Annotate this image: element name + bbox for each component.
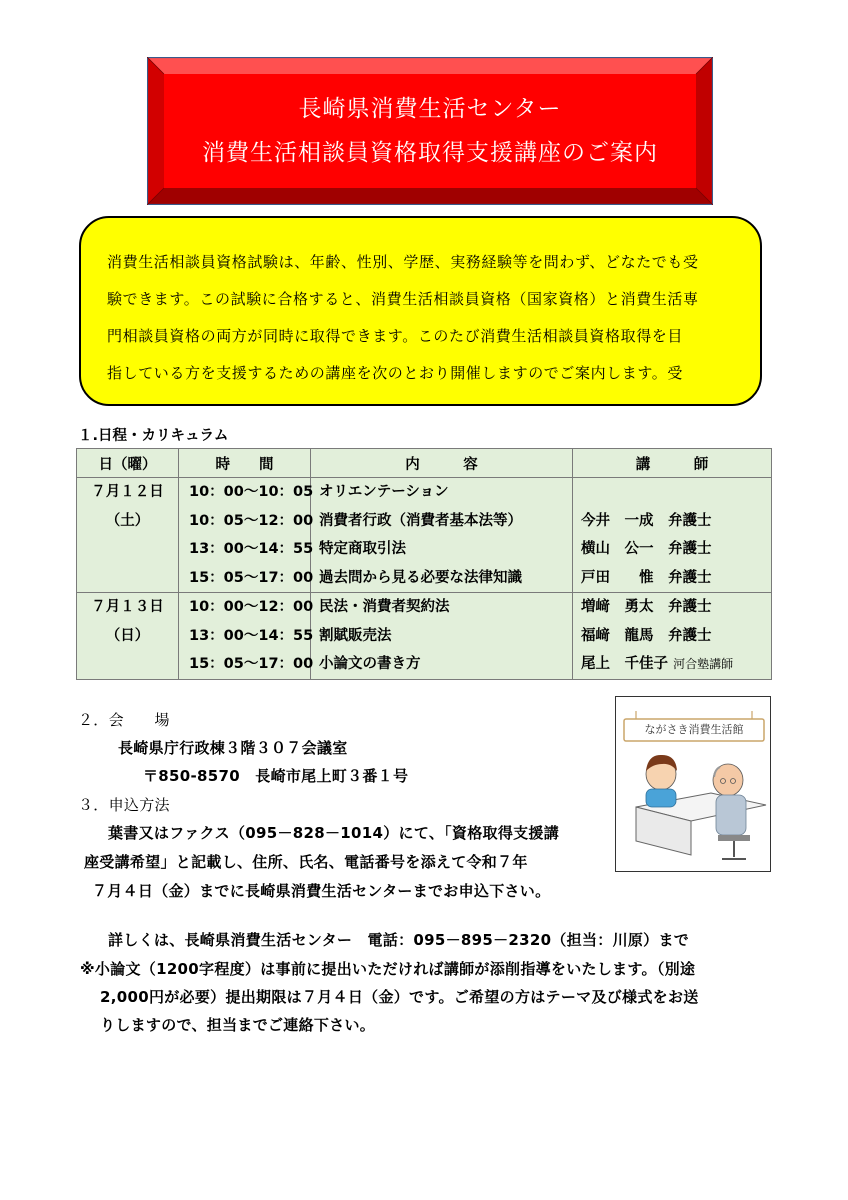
intro-line: 消費生活相談員資格試験は、年齢、性別、学歴、実務経験等を問わず、どなたでも受: [107, 253, 699, 271]
content-cell: [311, 478, 573, 593]
table-header-row: [77, 449, 772, 478]
note-line: りしますので、担当までご連絡下さい。: [100, 1016, 376, 1034]
application-line: 座受講希望」と記載し、住所、氏名、電話番号を添えて令和７年: [84, 853, 528, 871]
venue-address: 〒850-8570 長崎市尾上町３番１号: [143, 767, 409, 785]
application-line: ７月４日（金）までに長崎県消費生活センターまでお申込下さい。: [92, 882, 551, 900]
consultation-illustration-icon: [615, 696, 771, 872]
header-lecturer: 講 師: [573, 449, 772, 478]
section1-heading: １.日程・カリキュラム: [78, 428, 229, 444]
lecturer-name: 増﨑 勇太 弁護士: [581, 599, 712, 615]
lecturer-name: 福﨑 龍馬 弁護士: [581, 627, 712, 644]
lecturer-name: [573, 650, 771, 679]
header-content: 内 容: [311, 449, 573, 478]
day-weekday: （日）: [105, 627, 150, 644]
table-row-group: [77, 478, 772, 593]
schedule-table: [76, 448, 771, 680]
section3-heading: ３．申込方法: [78, 796, 170, 814]
lecturer-name: 戸田 惟 弁護士: [581, 569, 712, 586]
lecturer-name: 横山 公一 弁護士: [581, 541, 712, 557]
illustration-sign-text: ながさき消費生活館: [644, 723, 744, 736]
content-item: 過去問から見る必要な法律知識: [319, 569, 522, 586]
lecturer-cell: [573, 478, 772, 593]
contact-line: 詳しくは、長崎県消費生活センター 電話：095－895－2320（担当：川原）まで: [108, 931, 690, 949]
time-slot: 10：00～12：00: [189, 599, 314, 615]
intro-callout: [79, 216, 762, 406]
time-cell: [179, 478, 314, 593]
content-item: 割賦販売法: [319, 627, 392, 644]
intro-line: 指している方を支援するための講座を次のとおり開催しますのでご案内します。受: [107, 364, 684, 382]
banner-title: 長崎県消費生活センター: [298, 96, 562, 122]
title-banner: [147, 57, 713, 205]
banner-subtitle: 消費生活相談員資格取得支援講座のご案内: [202, 140, 658, 166]
venue-name: 長崎県庁行政棟３階３０７会議室: [118, 739, 348, 757]
time-slot: 15：05～17：00: [189, 656, 314, 672]
application-line: 葉書又はファクス（095－828－1014）にて、「資格取得支援講: [108, 824, 560, 842]
day-weekday: （土）: [105, 512, 150, 529]
intro-line: 験できます。この試験に合格すると、消費生活相談員資格（国家資格）と消費生活専: [107, 290, 699, 308]
content-item: 小論文の書き方: [319, 656, 421, 672]
time-slot: 13：00～14：55: [189, 627, 314, 644]
content-cell: [311, 593, 573, 680]
lecturer-name: 今井 一成 弁護士: [581, 512, 712, 529]
header-time: 時 間: [179, 449, 311, 478]
table-row-group: [77, 593, 772, 680]
time-slot: 13：00～14：55: [189, 541, 314, 557]
day-date: ７月１３日: [91, 599, 164, 615]
lecturer-note: 河合塾講師: [673, 657, 734, 671]
time-slot: 15：05～17：00: [189, 569, 314, 586]
content-item: 特定商取引法: [319, 541, 406, 557]
time-slot: 10：05～12：00: [189, 512, 314, 529]
section2-heading: ２．会 場: [78, 711, 170, 729]
day-cell: [77, 478, 179, 593]
lecturer-cell: [573, 593, 772, 680]
note-line: 2,000円が必要）提出期限は７月４日（金）です。ご希望の方はテーマ及び様式をお送: [100, 988, 699, 1006]
header-day: 日（曜）: [77, 449, 179, 478]
time-cell: [179, 593, 314, 680]
lecturer-name-text: 尾上 千佳子: [581, 656, 668, 672]
content-item: 民法・消費者契約法: [319, 599, 450, 615]
content-item: オリエンテーション: [319, 484, 449, 500]
day-date: ７月１２日: [91, 484, 164, 500]
note-line: ※小論文（1200字程度）は事前に提出いただければ講師が添削指導をいたします。（別途: [80, 960, 696, 978]
time-slot: 10：00～10：05: [189, 484, 314, 500]
content-item: 消費者行政（消費者基本法等）: [319, 512, 522, 529]
lecturer-name: [573, 478, 771, 507]
day-cell: [77, 593, 179, 680]
intro-line: 門相談員資格の両方が同時に取得できます。このたび消費生活相談員資格取得を目: [107, 327, 684, 345]
